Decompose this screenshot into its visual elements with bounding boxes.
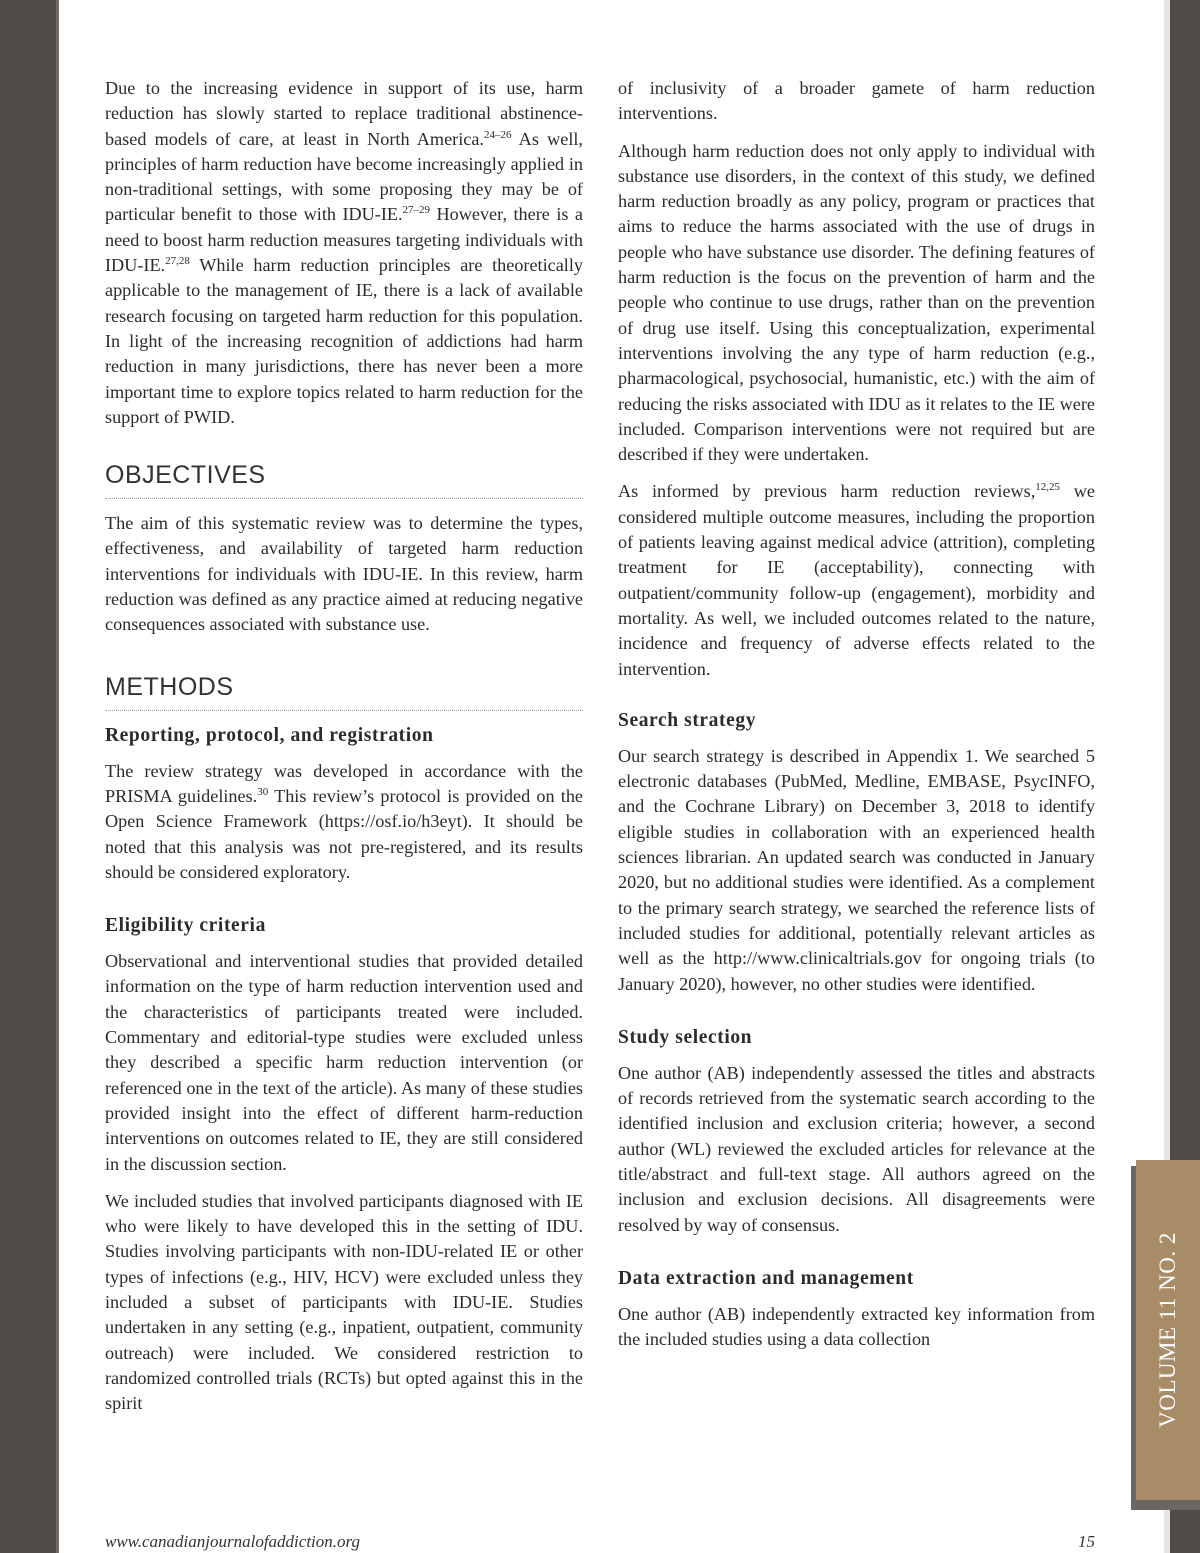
left-margin-bar-edge [56,0,59,1553]
continuation-paragraph: of inclusivity of a broader gamete of harm reduction interventions. [618,78,1095,124]
volume-label: VOLUME 11 NO. 2 [1155,1232,1180,1428]
left-column [105,76,583,1428]
objectives-heading: OBJECTIVES [105,460,583,499]
citation-ref: 30 [257,785,269,798]
journal-url[interactable]: www.canadianjournalofaddiction.org [105,1532,361,1551]
reporting-heading: Reporting, protocol, and registration [105,724,434,746]
study-selection-heading: Study selection [618,1026,753,1048]
page-number: 15 [1078,1532,1095,1551]
search-strategy-heading: Search strategy [618,709,757,731]
definition-paragraph: Although harm reduction does not only apply to individual with substance use disorders, in the context of this study, we defined harm reduction broadly as any policy, program or practices that aims to reduce the harms associated with the use of drugs in people who have substance use disorder. The defining features of harm reduction is the focus on the prevention of harm and the people who continue to use drugs, rather than on the prevention of drug use itself. Using this conceptualization, experimental interventions involving the any type of harm reduction (e.g., pharmacological, psychosocial, humanistic, etc.) with the aim of reducing the risks associated with IDU as it relates to the IE were included. Comparison interventions were not required but are described if they were undertaken. [618,140,1095,465]
citation-ref: 27,28 [165,255,190,268]
eligibility-paragraph-1: Observational and interventional studies that provided detailed information on the type of harm reduction intervention used and the characteristics of participants treated were included. Commentary and editorial-type studies were excluded unless they described a specific harm reduction intervention (or referenced one in the text of the article). As many of these studies provided insight into the effect of different harm-reduction interventions on outcomes related to IE, they are still considered in the discussion section. [105,951,583,1174]
right-column [618,76,1095,1364]
citation-ref: 27–29 [402,204,431,217]
citation-ref: 12,25 [1035,481,1061,494]
objectives-paragraph: The aim of this systematic review was to determine the types, effectiveness, and availability of targeted harm reduction interventions for individuals with IDU-IE. In this review, harm reduction was defined as any practice aimed at reducing negative consequences associated with substance use. [105,513,583,635]
methods-heading: METHODS [105,672,583,711]
data-extraction-paragraph: One author (AB) independently extracted key information from the included studies using a data collection [618,1303,1095,1350]
reporting-paragraph: The review strategy was developed in accordance with the PRISMA guidelines.$^{30}$ This review’s protocol is provided on the Open Science Framework (https://osf.io/h3eyt). It should be noted that this analysis was not pre-registered, and its results should be considered exploratory. [105,760,583,882]
intro-paragraph: Due to the increasing evidence in support of its use, harm reduction has slowly started to replace traditional abstinence-based models of care, at least in North America.$^{24-26}$ As well, principles of harm reduction have become increasingly applied in non-traditional settings, with some proposing they may be of particular benefit to those with IDU-IE.$^{27-29}$ However, there is a need to boost harm reduction measures targeting individuals with IDU-IE.$^{27,28}$ While harm reduction principles are theoretically applicable to the management of IE, there is a lack of available research focusing on targeted harm reduction for this population. In light of the increasing recognition of addictions had harm reduction in many jurisdictions, there has never been a more important time to explore topics related to harm reduction for the support of PWID. [105,78,583,427]
search-strategy-paragraph: Our search strategy is described in Appendix 1. We searched 5 electronic databases (PubMed, Medline, EMBASE, PsycINFO, and the Cochrane Library) on December 3, 2018 to identify eligible studies in collaboration with an experienced health sciences librarian. An updated search was conducted in January 2020, but no additional studies were identified. As a complement to the primary search strategy, we searched the reference lists of included studies for additional, potentially relevant articles as well as the http://www.clinicaltrials.gov for ongoing trials (to January 2020), however, no other studies were identified. [618,745,1095,994]
outcomes-paragraph: As informed by previous harm reduction reviews,$^{12,25}$ we considered multiple outcome measures, including the proportion of patients leaving against medical advice (attrition), completing treatment for IE (acceptability), connecting with outpatient/community follow-up (engagement), morbidity and mortality. As well, we included outcomes related to the nature, incidence and frequency of adverse effects related to the intervention. [618,481,1095,679]
data-extraction-heading: Data extraction and management [618,1267,914,1289]
eligibility-paragraph-2: We included studies that involved participants diagnosed with IE who were likely to have developed this in the setting of IDU. Studies involving participants with non-IDU-related IE or other types of infections (e.g., HIV, HCV) were excluded unless they included a subset of participants with IDU-IE. Studies undertaken in any setting (e.g., inpatient, outpatient, community outreach) were included. We considered restriction to randomized controlled trials (RCTs) but opted against this in the spirit [105,1190,583,1414]
citation-ref: 24–26 [483,128,512,141]
eligibility-heading: Eligibility criteria [105,915,266,937]
study-selection-paragraph: One author (AB) independently assessed the titles and abstracts of records retrieved from the systematic search according to the identified inclusion and exclusion criteria; however, a second author (WL) reviewed the excluded articles for relevance at the title/abstract and full-text stage. All authors agreed on the inclusion and exclusion decisions. All disagreements were resolved by way of consensus. [618,1062,1095,1235]
left-margin-bar [0,0,56,1553]
